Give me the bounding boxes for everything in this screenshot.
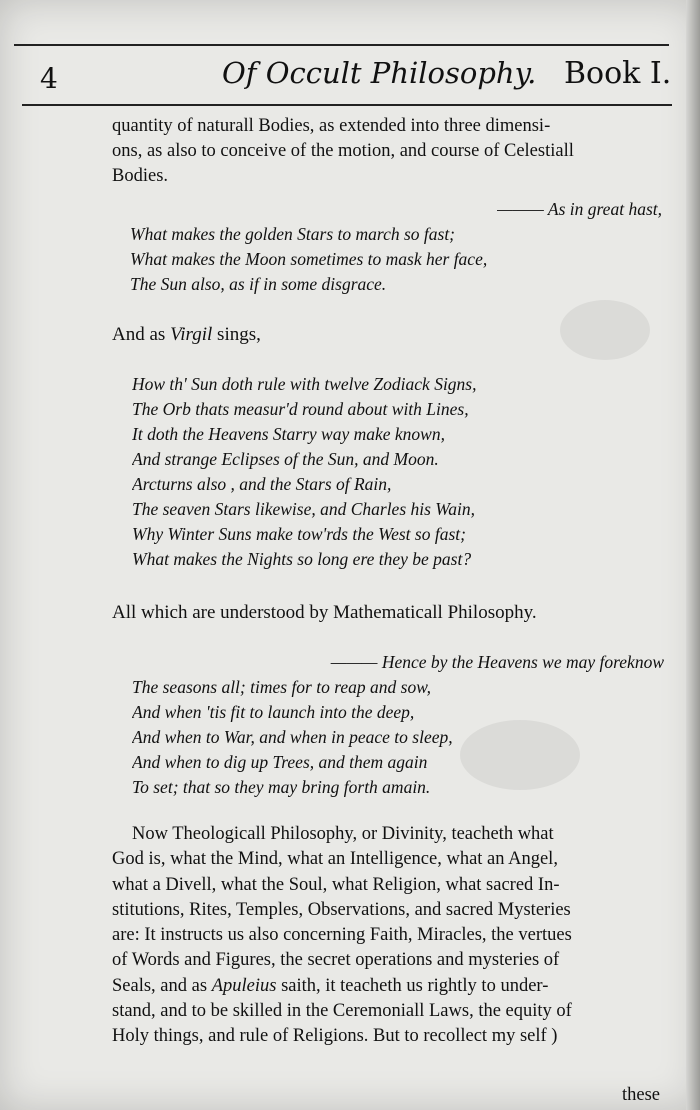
header-rule bbox=[22, 104, 672, 106]
verse-line: How th' Sun doth rule with twelve Zodiack Signs, bbox=[132, 374, 477, 394]
verse-line: It doth the Heavens Starry way make known, bbox=[132, 424, 445, 444]
page-header bbox=[0, 52, 700, 102]
text-line: Holy things, and rule of Religions. But to recollect my self ) bbox=[112, 1026, 558, 1047]
verse-line: The Orb thats measur'd round about with Lines, bbox=[132, 399, 469, 419]
verse-line: Why Winter Suns make tow'rds the West so fast; bbox=[132, 524, 466, 544]
verse-line: To set; that so they may bring forth amain. bbox=[132, 777, 431, 797]
verse-line: And strange Eclipses of the Sun, and Moon. bbox=[132, 449, 439, 469]
book-label: Book I. bbox=[564, 56, 672, 91]
text-line: what a Divell, what the Soul, what Religion, what sacred In- bbox=[112, 874, 560, 895]
paper-stain bbox=[560, 300, 650, 360]
apuleius-suffix: saith, it teacheth us rightly to under- bbox=[276, 975, 549, 996]
theology-paragraph bbox=[112, 822, 680, 1050]
verse-line: ——— Hence by the Heavens we may foreknow bbox=[330, 652, 664, 672]
virgil-prefix: And as bbox=[112, 324, 171, 345]
verse-line: The seasons all; times for to reap and sow, bbox=[132, 677, 431, 697]
verse-line: And when to dig up Trees, and them again bbox=[132, 752, 428, 772]
verse-line: What makes the Nights so long ere they be past? bbox=[132, 549, 472, 569]
page-number: 4 bbox=[40, 62, 58, 95]
text-line: Bodies. bbox=[112, 166, 169, 186]
verse-block-2 bbox=[132, 372, 692, 572]
text-line: ons, as also to conceive of the motion, and course of Celestiall bbox=[112, 141, 574, 161]
mathematicall-line: All which are understood by Mathematicall Philosophy. bbox=[112, 602, 537, 623]
verse-block-1 bbox=[130, 197, 690, 297]
verse-line: And when to War, and when in peace to sleep, bbox=[132, 727, 453, 747]
text-line: stand, and to be skilled in the Ceremoniall Laws, the equity of bbox=[112, 1001, 572, 1022]
text-line: Now Theologicall Philosophy, or Divinity, teacheth what bbox=[132, 824, 554, 844]
text-line: quantity of naturall Bodies, as extended into three dimensi- bbox=[112, 116, 551, 136]
verse-line: The seaven Stars likewise, and Charles his Wain, bbox=[132, 499, 476, 519]
apuleius-name: Apuleius bbox=[211, 975, 277, 996]
text-line: stitutions, Rites, Temples, Observations, and sacred Mysteries bbox=[112, 899, 571, 920]
virgil-line bbox=[112, 324, 261, 346]
catchword: these bbox=[621, 1085, 660, 1105]
verse-line: The Sun also, as if in some disgrace. bbox=[130, 274, 387, 294]
apuleius-prefix: Seals, and as bbox=[112, 975, 212, 996]
top-rule bbox=[14, 44, 669, 46]
text-line bbox=[112, 974, 680, 999]
verse-block-3 bbox=[132, 650, 692, 800]
verse-line: And when 'tis fit to launch into the deep, bbox=[132, 702, 415, 722]
verse-line: ——— As in great hast, bbox=[497, 199, 662, 219]
text-line: God is, what the Mind, what an Intelligence, what an Angel, bbox=[112, 849, 558, 870]
virgil-suffix: sings, bbox=[212, 324, 261, 345]
verse-line: What makes the golden Stars to march so fast; bbox=[130, 224, 456, 244]
verse-line: Arcturns also , and the Stars of Rain, bbox=[132, 474, 392, 494]
verse-line: What makes the Moon sometimes to mask her face, bbox=[130, 249, 488, 269]
text-line: are: It instructs us also concerning Faith, Miracles, the vertues bbox=[112, 925, 572, 946]
virgil-name: Virgil bbox=[170, 324, 213, 345]
text-line: of Words and Figures, the secret operations and mysteries of bbox=[112, 950, 560, 971]
running-title: Of Occult Philosophy. bbox=[222, 56, 537, 90]
opening-text bbox=[112, 114, 678, 189]
